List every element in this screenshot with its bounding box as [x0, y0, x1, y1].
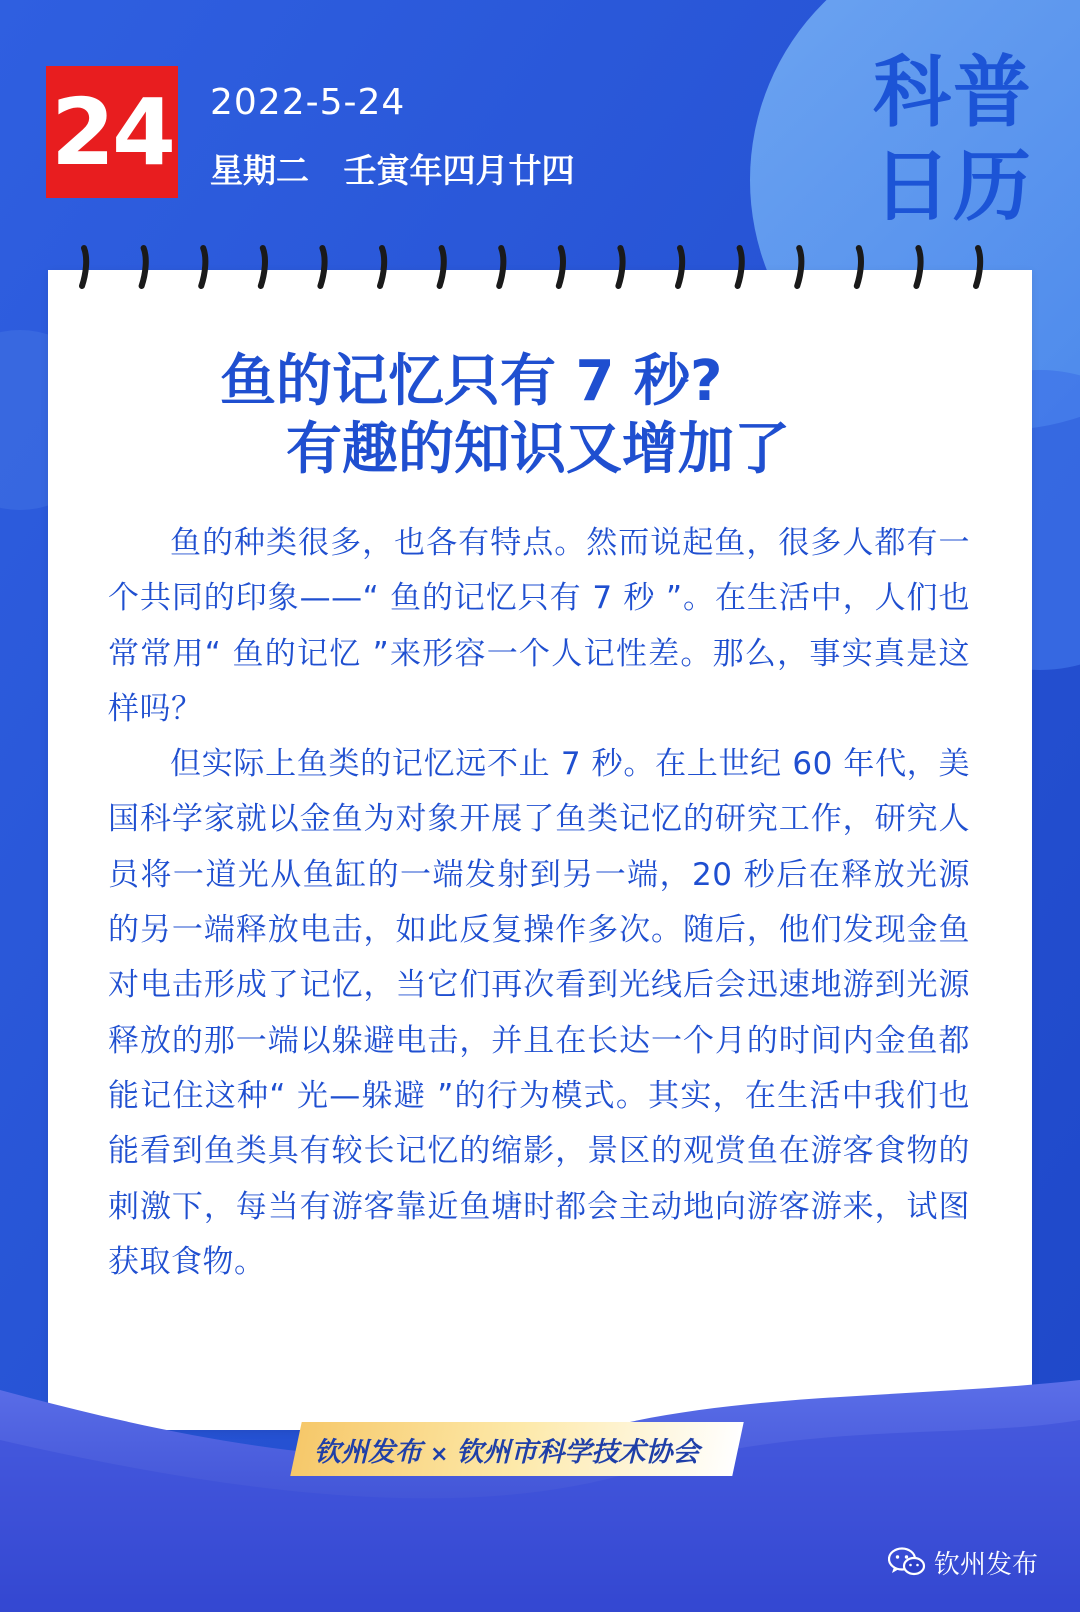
wechat-account-name: 钦州发布: [934, 1549, 1039, 1580]
binder-ring: [201, 248, 205, 286]
title-line-2: 有趣的知识又增加了: [286, 417, 790, 482]
binder-ring: [678, 248, 682, 286]
binder-ring: [738, 248, 742, 286]
paragraph-2: 但实际上鱼类的记忆远不止 7 秒。在上世纪 60 年代，美国科学家就以金鱼为对象开展了鱼类记忆的研究工作，研究人员将一道光从鱼缸的一端发射到另一端，20 秒后在释放光源的另一端释放电击，如此反复操作多次。随后，他们发现金鱼对电击形成了记忆，当它们再次看到光线后会迅速地游到光源释放的那一端以躲避电击，并且在长达一个月的时间内金鱼都能记住这种“ 光—躲避 ”的行为模式。其实，在生活中我们也能看到鱼类具有较长记忆的缩影，景区的观赏鱼在游客食物的刺激下，每当有游客靠近鱼塘时都会主动地向游客游来，试图获取食物。: [108, 746, 970, 1280]
sponsor-text: [314, 1430, 734, 1469]
binder-ring: [857, 248, 861, 286]
sponsor-left: 钦州发布: [314, 1437, 422, 1468]
date-text: 2022-5-24: [210, 82, 406, 123]
binder-ring: [618, 248, 622, 286]
binder-ring: [499, 248, 503, 286]
binder-ring: [916, 248, 920, 286]
weekday-lunar-text: 星期二 壬寅年四月廿四: [210, 151, 575, 190]
wechat-watermark: [888, 1540, 1038, 1584]
calendar-title: 科普日历: [872, 48, 1033, 232]
binder-rings: [0, 244, 1080, 296]
binder-ring: [261, 248, 265, 286]
binder-ring: [976, 248, 980, 286]
binder-ring: [320, 248, 324, 286]
binder-ring: [559, 248, 563, 286]
binder-ring: [440, 248, 444, 286]
binder-ring: [797, 248, 801, 286]
binder-ring: [142, 248, 146, 286]
article-title: [48, 348, 1032, 484]
title-line-1: 鱼的记忆只有 7 秒?: [220, 349, 723, 414]
sponsor-right: 钦州市科学技术协会: [456, 1437, 700, 1468]
sponsor-banner: [296, 1414, 738, 1482]
binder-ring: [82, 248, 86, 286]
binder-ring: [380, 248, 384, 286]
wechat-icon: [888, 1546, 926, 1578]
article-body: [108, 516, 970, 1290]
day-number: 24: [46, 66, 178, 198]
sponsor-separator: ×: [430, 1442, 449, 1467]
paragraph-1: 鱼的种类很多，也各有特点。然而说起鱼，很多人都有一个共同的印象——“ 鱼的记忆只有 7 秒 ”。在生活中，人们也常常用“ 鱼的记忆 ”来形容一个人记性差。那么，事实真是这样吗？: [108, 525, 970, 727]
